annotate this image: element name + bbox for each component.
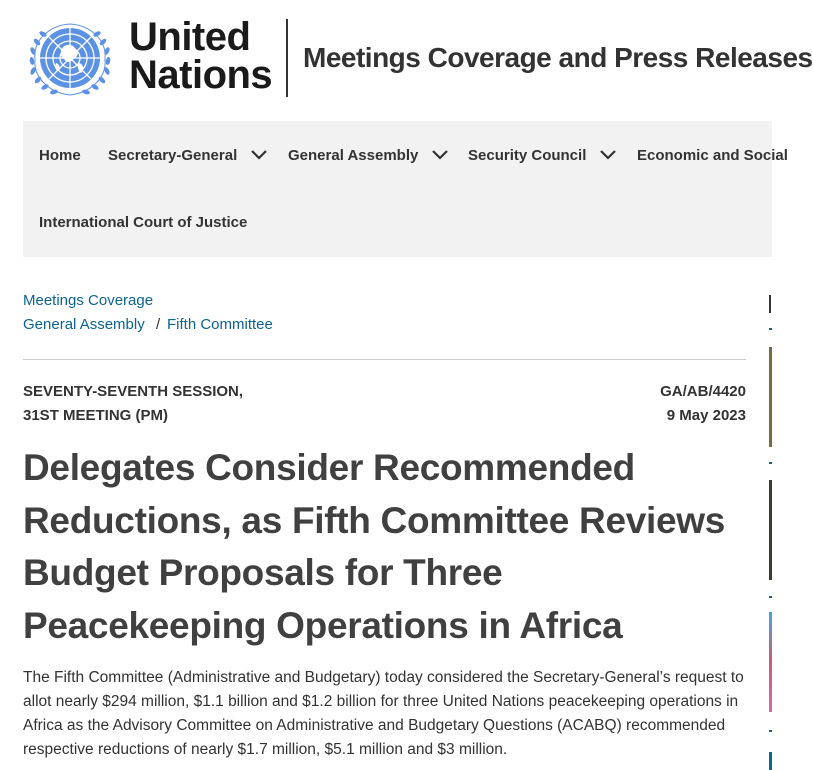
logo-line-1: United	[129, 15, 251, 59]
breadcrumb-fifth-committee[interactable]: Fifth Committee	[167, 316, 273, 333]
nav-item-secretary-general[interactable]	[108, 145, 267, 165]
content-divider	[23, 359, 746, 360]
session-label: SEVENTY-SEVENTH SESSION,	[23, 383, 244, 400]
sidebar-edge	[769, 596, 772, 598]
nav-item-label: Security Council	[468, 146, 587, 164]
chevron-down-icon	[600, 150, 616, 160]
nav-item-label: International Court of Justice	[39, 213, 248, 231]
nav-item-label: General Assembly	[288, 146, 419, 164]
chevron-down-icon	[432, 150, 448, 160]
breadcrumb-separator: /	[156, 316, 161, 333]
logo-line-2: Nations	[129, 53, 273, 97]
sidebar-thumbnail[interactable]	[769, 347, 772, 447]
sidebar-edge	[769, 295, 771, 313]
sidebar-edge	[769, 730, 772, 732]
site-header	[23, 15, 813, 98]
session-info	[23, 380, 243, 428]
nav-item-label: Economic and Social	[637, 146, 788, 164]
chevron-down-icon	[251, 150, 267, 160]
sidebar-edge	[769, 328, 772, 330]
main-nav	[23, 121, 788, 257]
header-divider	[286, 19, 288, 97]
un-emblem-icon[interactable]	[23, 19, 117, 97]
sidebar-thumbnail[interactable]	[769, 612, 772, 712]
sidebar-thumbnail[interactable]	[769, 480, 772, 580]
site-title[interactable]: Meetings Coverage and Press Releases	[303, 42, 813, 73]
nav-item-international-court-of-justice[interactable]	[39, 212, 247, 232]
nav-item-security-council[interactable]	[468, 145, 616, 165]
nav-item-economic-and-social[interactable]	[637, 145, 788, 165]
page-title: Delegates Consider Recommended Reductions, as Fifth Committee Reviews Budget Proposals for Three Peacekeeping Operations in Africa	[23, 447, 726, 646]
nav-item-home[interactable]	[39, 145, 81, 165]
document-number: GA/AB/4420	[660, 383, 746, 400]
meeting-label: 31ST MEETING (PM)	[23, 407, 169, 424]
publication-date: 9 May 2023	[666, 407, 746, 424]
sidebar-edge	[769, 462, 772, 464]
nav-item-label: Home	[39, 146, 81, 164]
document-info	[660, 380, 746, 428]
sidebar-edge	[769, 752, 772, 770]
breadcrumb-meetings-coverage[interactable]: Meetings Coverage	[23, 292, 154, 309]
lead-paragraph: The Fifth Committee (Administrative and Budgetary) today considered the Secretary-General’s request to allot nearly $294 million, $1.1 billion and $1.2 billion for three United Nations peacekeeping operations in Africa as the Advisory Committee on Administrative and Budgetary Questions (ACABQ) recommended respective reductions of nearly $1.7 million, $5.1 million and $3 million.	[23, 669, 744, 758]
un-wordmark[interactable]	[129, 15, 273, 97]
breadcrumb-general-assembly[interactable]: General Assembly	[23, 316, 145, 333]
nav-item-general-assembly[interactable]	[288, 145, 448, 165]
nav-item-label: Secretary-General	[108, 146, 238, 164]
